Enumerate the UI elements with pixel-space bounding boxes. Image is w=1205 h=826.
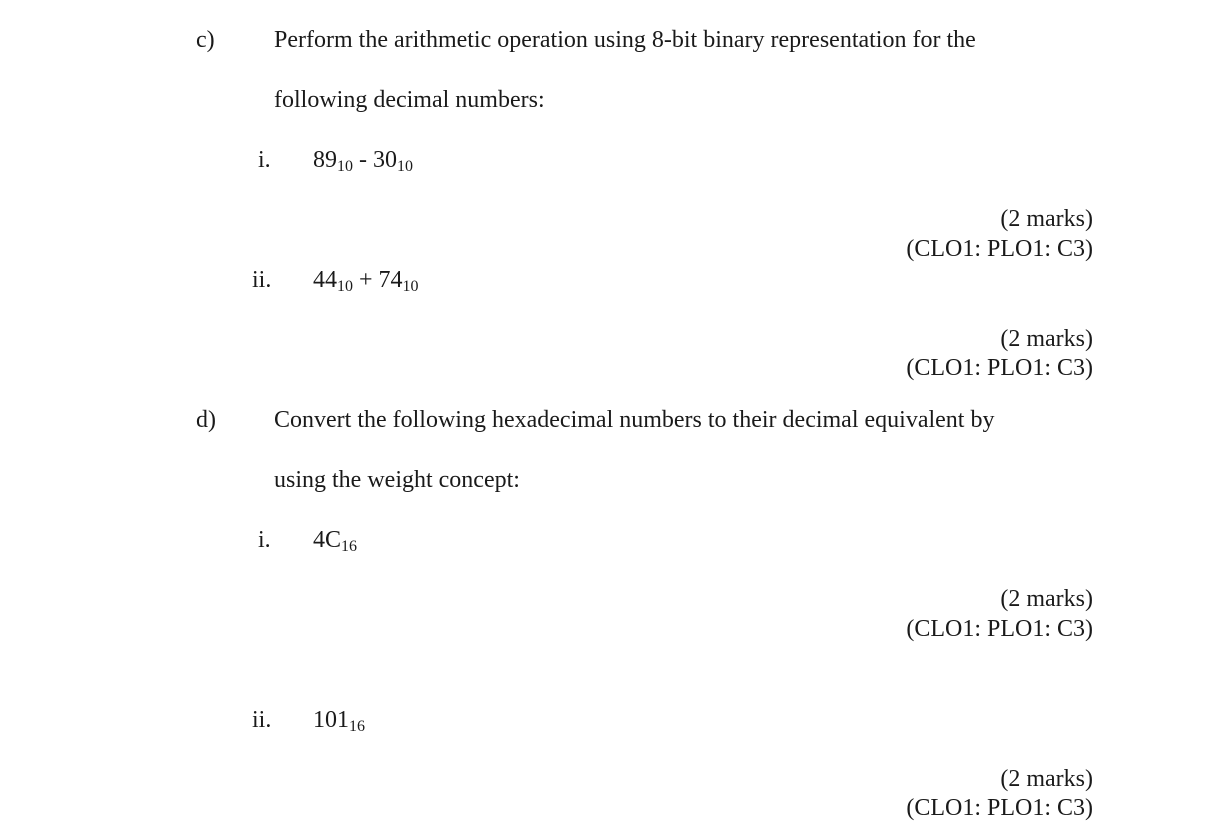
item-d-ii-marks: (2 marks) <box>1000 766 1093 792</box>
item-d-ii-clo: (CLO1: PLO1: C3) <box>906 795 1093 821</box>
item-c-i-marks: (2 marks) <box>1000 206 1093 232</box>
expression-part: 89 <box>313 147 337 173</box>
question-d-text-line2: using the weight concept: <box>274 467 520 493</box>
item-d-i-expression <box>313 525 357 558</box>
question-c-label: c) <box>196 27 215 53</box>
question-c-text-line2: following decimal numbers: <box>274 87 545 113</box>
expression-part: 44 <box>313 267 337 293</box>
expression-part: - 30 <box>353 147 397 173</box>
item-c-ii-number: ii. <box>252 267 272 293</box>
item-c-i-expression <box>313 145 413 178</box>
subscript-base: 10 <box>337 158 353 175</box>
item-c-ii-marks: (2 marks) <box>1000 326 1093 352</box>
expression-part: 101 <box>313 707 349 733</box>
item-d-ii-number: ii. <box>252 707 272 733</box>
item-d-i-clo: (CLO1: PLO1: C3) <box>906 616 1093 642</box>
question-d-text-line1: Convert the following hexadecimal numbers to their decimal equivalent by <box>274 407 995 433</box>
item-d-i-number: i. <box>258 527 271 553</box>
item-c-i-clo: (CLO1: PLO1: C3) <box>906 236 1093 262</box>
question-d-label: d) <box>196 407 216 433</box>
subscript-base: 16 <box>349 718 365 735</box>
item-c-ii-clo: (CLO1: PLO1: C3) <box>906 355 1093 381</box>
item-d-ii-expression <box>313 705 365 738</box>
expression-part: + 74 <box>353 267 403 293</box>
subscript-base: 10 <box>397 158 413 175</box>
item-d-i-marks: (2 marks) <box>1000 586 1093 612</box>
subscript-base: 10 <box>402 278 419 295</box>
item-c-ii-expression <box>313 265 419 298</box>
clipped-previous-line <box>880 0 1095 2</box>
question-c-text-line1: Perform the arithmetic operation using 8-bit binary representation for the <box>274 27 976 53</box>
subscript-base: 10 <box>337 278 353 295</box>
expression-part: 4C <box>313 527 342 553</box>
item-c-i-number: i. <box>258 147 271 173</box>
subscript-base: 16 <box>341 538 358 555</box>
